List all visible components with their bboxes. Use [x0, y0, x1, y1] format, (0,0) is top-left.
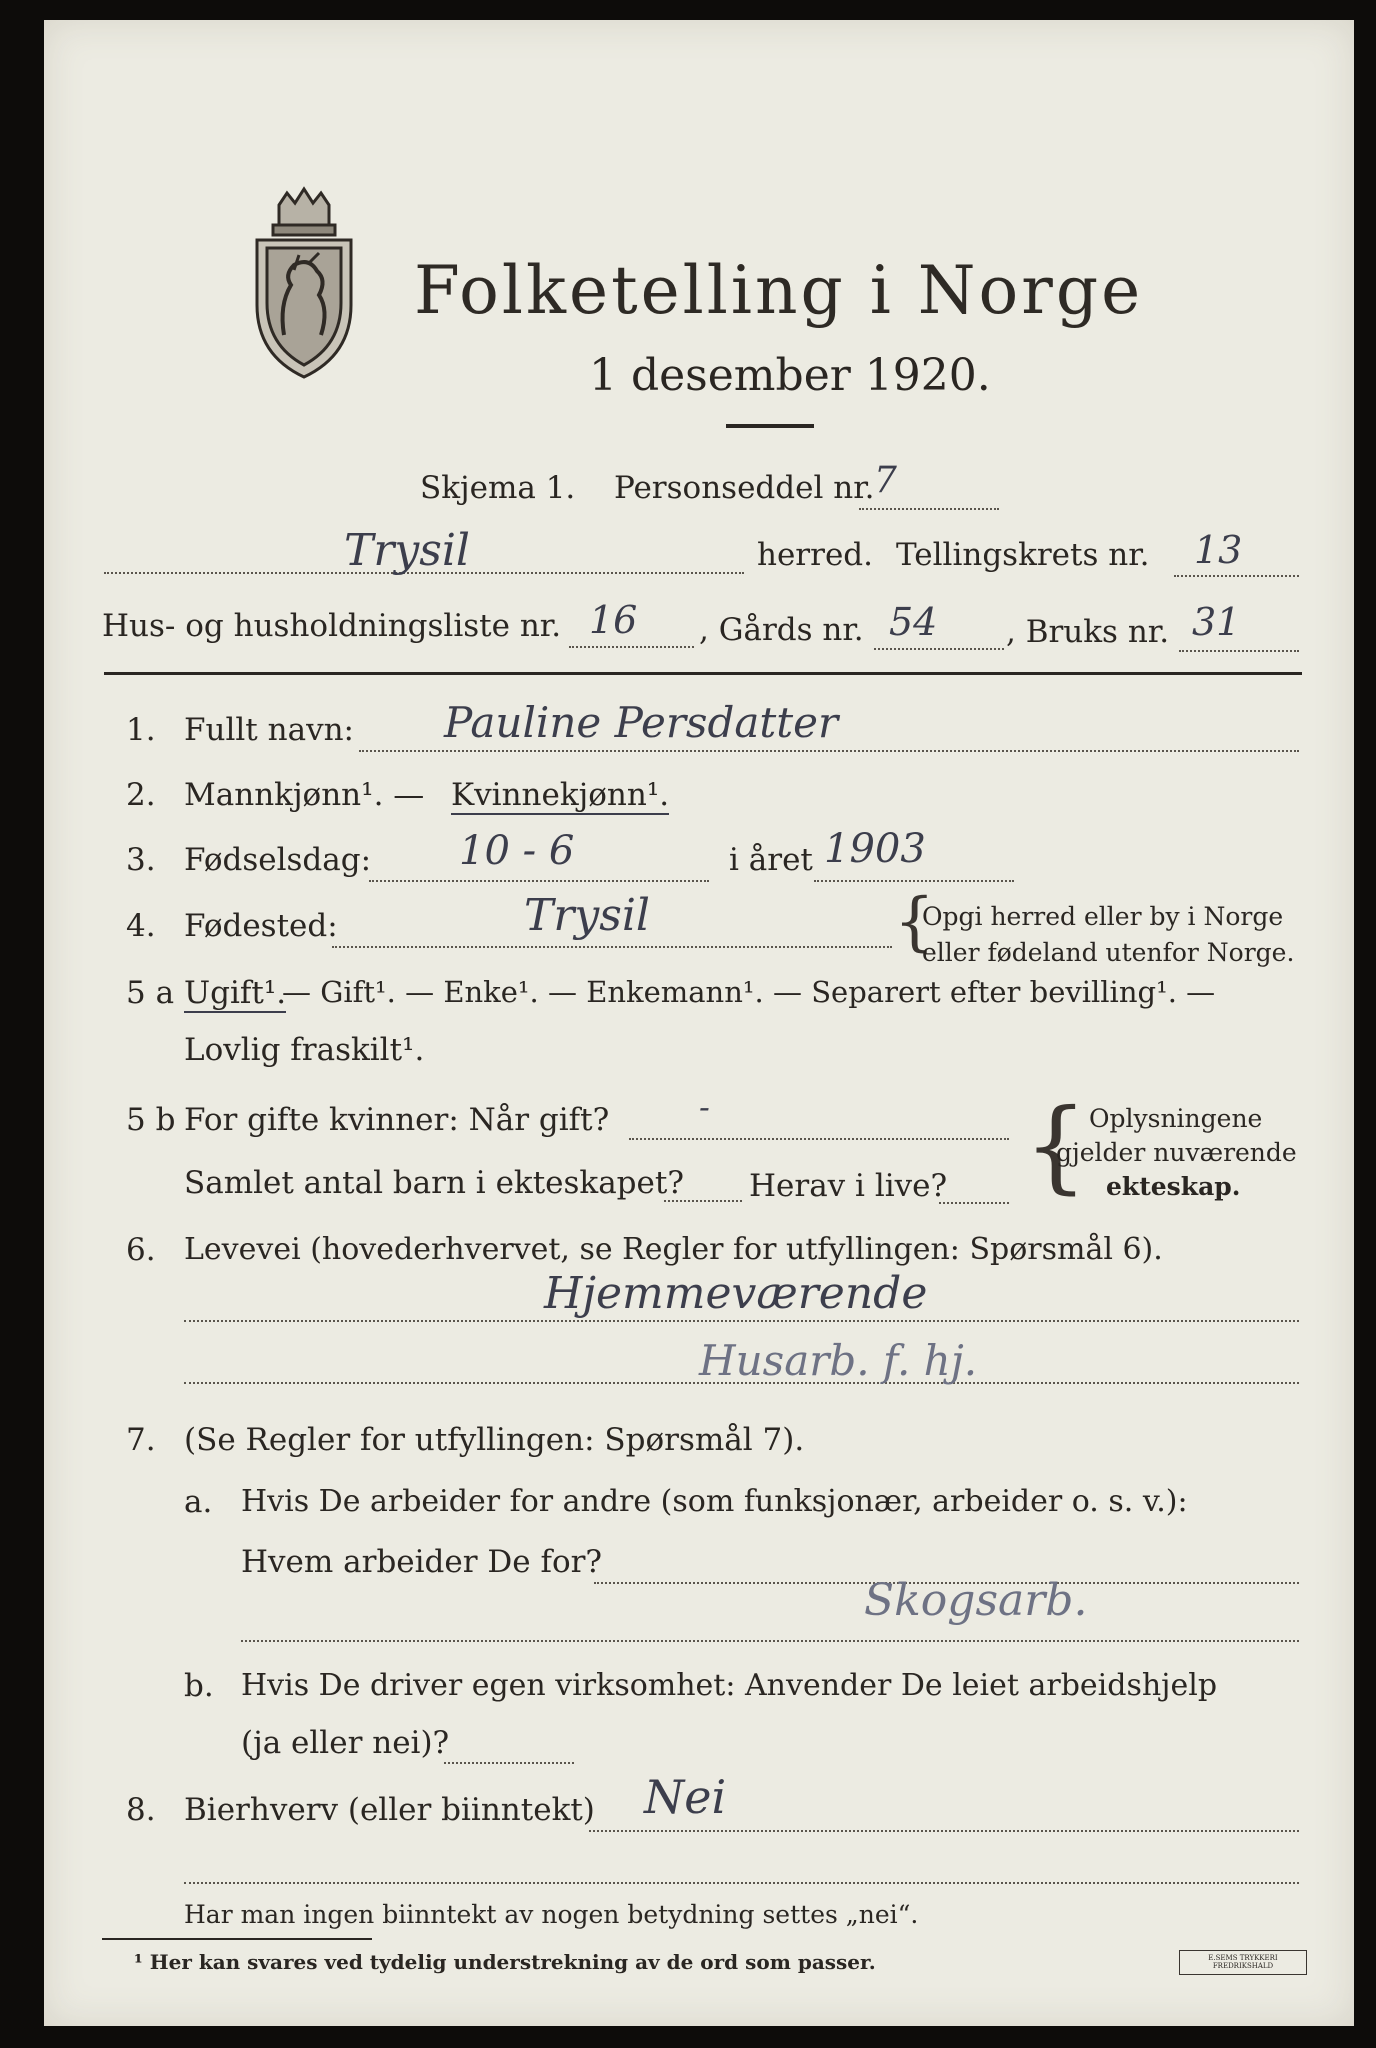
- q5b-label: For gifte kvinner: Når gift?: [184, 1102, 610, 1138]
- q3-value[interactable]: 10 - 6: [459, 828, 575, 874]
- q6-line-1: [184, 1320, 1299, 1322]
- q1-line: [359, 750, 1299, 752]
- q3-year-line: [814, 880, 1014, 882]
- q5b-children-line: [664, 1200, 742, 1202]
- q3-line: [369, 880, 709, 882]
- q5a-number: 5 a: [126, 975, 175, 1011]
- q5b-alive-line: [939, 1202, 1009, 1204]
- q3-number: 3.: [126, 842, 156, 878]
- q7b-label: Hvis De driver egen virksomhet: Anvender De leiet arbeidshjelp: [241, 1668, 1218, 1703]
- gards-label: , Gårds nr.: [699, 612, 864, 648]
- q5a-ugift-option[interactable]: Ugift¹.: [184, 975, 287, 1011]
- bruks-value[interactable]: 31: [1192, 600, 1241, 644]
- q7-label: (Se Regler for utfyllingen: Spørsmål 7).: [184, 1422, 805, 1458]
- tellingskrets-line: [1174, 575, 1299, 577]
- q7a-label: Hvis De arbeider for andre (som funksjonær, arbeider o. s. v.):: [241, 1484, 1188, 1519]
- q8-line: [589, 1830, 1299, 1832]
- husliste-label: Hus- og husholdningsliste nr.: [102, 608, 562, 644]
- q1-number: 1.: [126, 712, 156, 748]
- bruks-line: [1179, 650, 1299, 652]
- q5b-brace: {: [1024, 1087, 1088, 1204]
- q5b-children-label: Samlet antal barn i ekteskapet?: [184, 1165, 684, 1201]
- q3-year-value[interactable]: 1903: [824, 826, 926, 872]
- q2-male-option[interactable]: Mannkjønn¹. —: [184, 777, 425, 813]
- personseddel-label: Personseddel nr.: [614, 470, 875, 506]
- q4-note-2: eller fødeland utenfor Norge.: [922, 938, 1295, 967]
- census-date: 1 desember 1920.: [589, 350, 991, 401]
- q4-brace: {: [894, 885, 935, 959]
- q5b-value[interactable]: -: [699, 1088, 710, 1126]
- schema-label: Skjema 1.: [420, 470, 576, 506]
- tellingskrets-value[interactable]: 13: [1194, 528, 1243, 572]
- q4-number: 4.: [126, 908, 156, 944]
- q5b-line: [629, 1138, 1009, 1140]
- tellingskrets-label: Tellingskrets nr.: [896, 537, 1150, 573]
- q4-value[interactable]: Trysil: [524, 890, 650, 941]
- title-divider: [726, 424, 814, 428]
- herred-label: herred.: [757, 537, 873, 573]
- q7-number: 7.: [126, 1422, 156, 1458]
- bruks-label: , Bruks nr.: [1006, 614, 1170, 650]
- q6-number: 6.: [126, 1232, 156, 1268]
- footnote-rule: [102, 1938, 372, 1940]
- census-form: [44, 20, 1354, 2026]
- q5b-number: 5 b: [126, 1102, 176, 1138]
- q4-label: Fødested:: [184, 908, 338, 944]
- footnote: ¹ Her kan svares ved tydelig understrekning av de ord som passer.: [134, 1950, 876, 1974]
- gards-line: [874, 648, 1004, 650]
- q7b-line: [444, 1762, 574, 1764]
- q6-label: Levevei (hovederhvervet, se Regler for utfyllingen: Spørsmål 6).: [184, 1232, 1163, 1267]
- q1-value[interactable]: Pauline Persdatter: [444, 698, 839, 747]
- q5b-note-3: ekteskap.: [1106, 1172, 1241, 1201]
- q2-number: 2.: [126, 777, 156, 813]
- q3-label: Fødselsdag:: [184, 842, 372, 878]
- q7a-value[interactable]: Skogsarb.: [864, 1575, 1088, 1626]
- q3-year-label: i året: [729, 842, 813, 878]
- gards-value[interactable]: 54: [889, 600, 938, 644]
- personseddel-line: [859, 508, 999, 510]
- q7a-sub-label: Hvem arbeider De for?: [241, 1544, 603, 1580]
- q7b-sub-label: (ja eller nei)?: [241, 1725, 450, 1761]
- q1-label: Fullt navn:: [184, 712, 354, 748]
- footer-note: Har man ingen biinntekt av nogen betydning settes „nei“.: [184, 1900, 919, 1929]
- q7a-letter: a.: [184, 1484, 213, 1520]
- q4-line: [332, 946, 892, 948]
- herred-value[interactable]: Trysil: [344, 525, 470, 576]
- q8-label: Bierhverv (eller biinntekt): [184, 1792, 595, 1828]
- printer-mark: E.SEMS TRYKKERI FREDRIKSHALD: [1179, 1950, 1307, 1975]
- q5b-alive-label: Herav i live?: [749, 1168, 948, 1204]
- q8-value[interactable]: Nei: [644, 1770, 727, 1824]
- q5a-other-options[interactable]: — Gift¹. — Enke¹. — Enkemann¹. — Separert efter bevilling¹. —: [282, 975, 1216, 1009]
- q8-number: 8.: [126, 1792, 156, 1828]
- husliste-value[interactable]: 16: [589, 598, 638, 642]
- q5b-note-1: Oplysningene: [1089, 1104, 1263, 1133]
- form-title: Folketelling i Norge: [414, 252, 1144, 329]
- coat-of-arms-icon: [249, 185, 359, 385]
- q7b-letter: b.: [184, 1668, 214, 1704]
- personseddel-value[interactable]: 7: [874, 460, 897, 501]
- husliste-line: [569, 646, 694, 648]
- q5a-fraskilt-option[interactable]: Lovlig fraskilt¹.: [184, 1032, 425, 1068]
- q5b-note-2: gjelder nuværende: [1056, 1138, 1297, 1167]
- q8-line-2: [184, 1882, 1299, 1884]
- q6-value-2[interactable]: Husarb. f. hj.: [699, 1336, 978, 1385]
- q6-value-1[interactable]: Hjemmeværende: [544, 1268, 928, 1319]
- q2-female-option[interactable]: Kvinnekjønn¹.: [451, 777, 670, 813]
- header-rule: [104, 672, 1302, 675]
- q4-note-1: Opgi herred eller by i Norge: [922, 902, 1284, 931]
- q7a-line-2: [241, 1640, 1299, 1642]
